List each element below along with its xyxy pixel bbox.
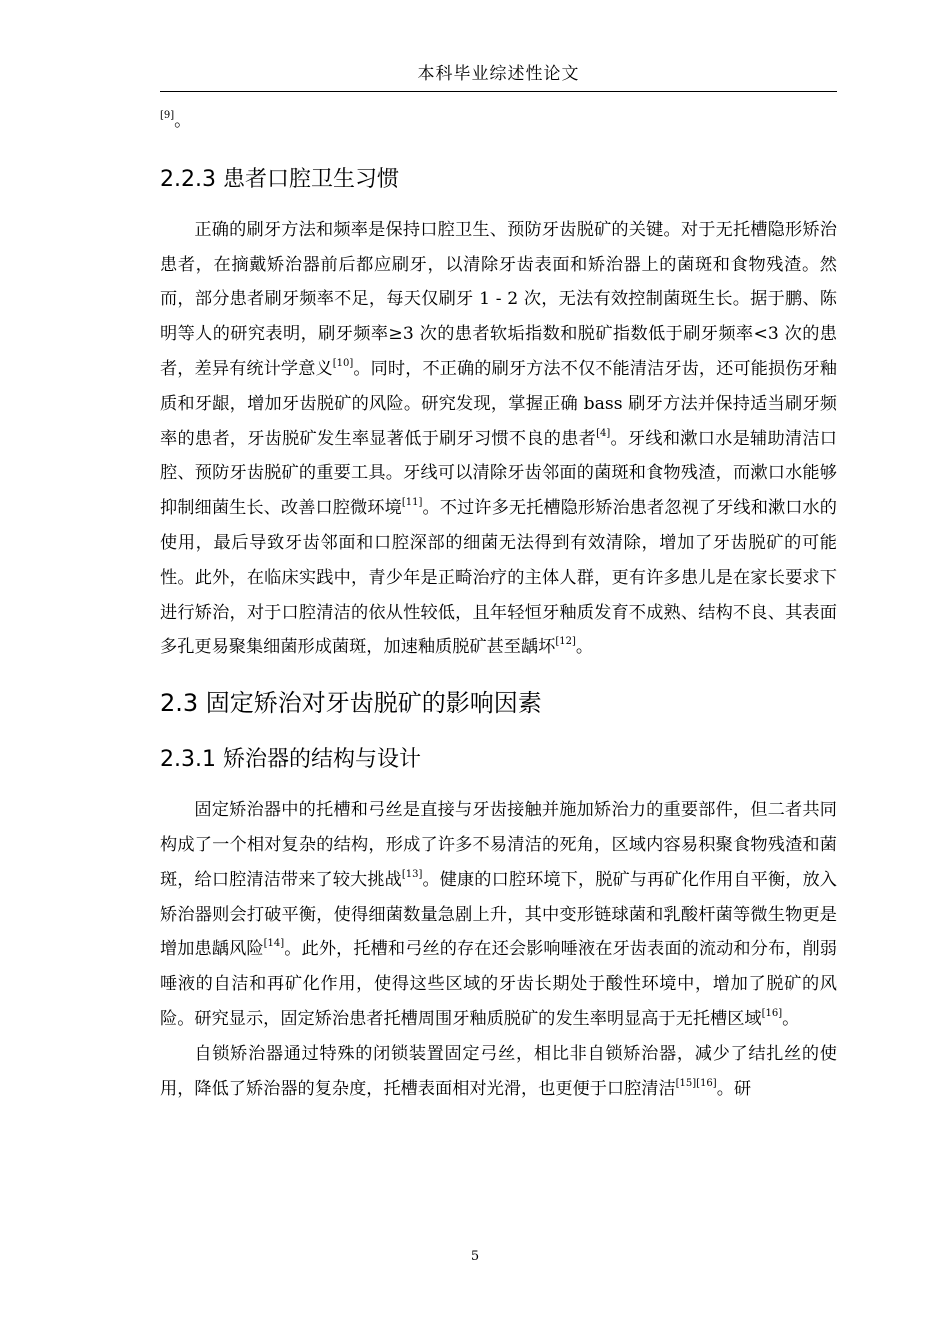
header-rule <box>160 91 837 92</box>
citation: [15] <box>675 1077 697 1089</box>
section-heading-2-3-1: 2.3.1 矫治器的结构与设计 <box>160 747 421 773</box>
running-header: 本科毕业综述性论文 <box>417 64 580 84</box>
paragraph-self-ligating <box>160 1037 837 1107</box>
paragraph-oral-hygiene <box>160 213 837 665</box>
text-run: 。同时，不正确的刷牙方法不仅不能清洁牙齿，还可能损伤牙釉质和牙龈，增加牙齿脱矿的风险。研究发现，掌握正确 bass 刷牙方法并保持适当刷牙频率的患者，牙齿脱矿发生率显著低于刷牙习惯不良的患者 <box>160 358 837 449</box>
text-run: 正确的刷牙方法和频率是保持口腔卫生、预防牙齿脱矿的关键。对于无托槽隐形矫治患者，在摘戴矫治器前后都应刷牙，以清除牙齿表面和矫治器上的菌斑和食物残渣。然而，部分患者刷牙频率不足，每天仅刷牙 1 - 2 次，无法有效控制菌斑生长。据于鹏、陈明等人的研究表明，刷牙频率≥3 次的患者软垢指数和脱矿指数低于刷牙频率<3 次的患者，差异有统计学意义 <box>160 219 837 379</box>
continuation-fragment <box>160 104 837 139</box>
page-number: 5 <box>470 1249 480 1264</box>
citation: [12] <box>555 636 576 648</box>
citation: [13] <box>401 868 423 880</box>
citation: [16] <box>761 1007 783 1019</box>
section-heading-2-2-3: 2.2.3 患者口腔卫生习惯 <box>160 166 399 192</box>
paragraph-appliance-structure <box>160 793 837 1037</box>
citation: [14] <box>263 938 285 950</box>
text-run: 固定矫治器中的托槽和弓丝是直接与牙齿接触并施加矫治力的重要部件，但二者共同构成了一个相对复杂的结构，形成了许多不易清洁的死角，区域内容易积聚食物残渣和菌斑，给口腔清洁带来了较大挑战 <box>160 800 837 890</box>
citation: [11] <box>401 497 423 509</box>
text-run: 。 <box>575 637 594 658</box>
citation: [10] <box>332 357 354 369</box>
citation: [4] <box>596 427 611 439</box>
text-run: 。研 <box>716 1078 752 1099</box>
text-run: 。不过许多无托槽隐形矫治患者忽视了牙线和漱口水的使用，最后导致牙齿邻面和口腔深部的细菌无法得到有效清除，增加了牙齿脱矿的可能性。此外，在临床实践中，青少年是正畸治疗的主体人群，更有许多患儿是在家长要求下进行矫治，对于口腔清洁的依从性较低，且年轻恒牙釉质发育不成熟、结构不良、其表面多孔更易聚集细菌形成菌斑，加速釉质脱矿甚至龋坏 <box>160 498 837 658</box>
text-run: 。健康的口腔环境下，脱矿与再矿化作用自平衡，放入矫治器则会打破平衡，使得细菌数量急剧上升，其中变形链球菌和乳酸杆菌等微生物更是增加患龋风险 <box>160 869 837 960</box>
page-content <box>160 104 837 1106</box>
section-heading-2-3: 2.3 固定矫治对牙齿脱矿的影响因素 <box>160 689 542 718</box>
text-run: 自锁矫治器通过特殊的闭锁装置固定弓丝，相比非自锁矫治器，减少了结扎丝的使用，降低了矫治器的复杂度，托槽表面相对光滑，也更便于口腔清洁 <box>160 1043 837 1099</box>
text-run: 。此外，托槽和弓丝的存在还会影响唾液在牙齿表面的流动和分布，削弱唾液的自洁和再矿化作用，使得这些区域的牙齿长期处于酸性环境中，增加了脱矿的风险。研究显示，固定矫治患者托槽周围牙釉质脱矿的发生率明显高于无托槽区域 <box>160 939 837 1029</box>
text-run: 。 <box>174 111 192 131</box>
text-run: 。 <box>782 1008 800 1029</box>
citation: [9] <box>160 110 175 121</box>
citation: [16] <box>696 1077 717 1089</box>
text-run: 。牙线和漱口水是辅助清洁口腔、预防牙齿脱矿的重要工具。牙线可以清除牙齿邻面的菌斑和食物残渣，而漱口水能够抑制细菌生长、改善口腔微环境 <box>160 428 837 519</box>
